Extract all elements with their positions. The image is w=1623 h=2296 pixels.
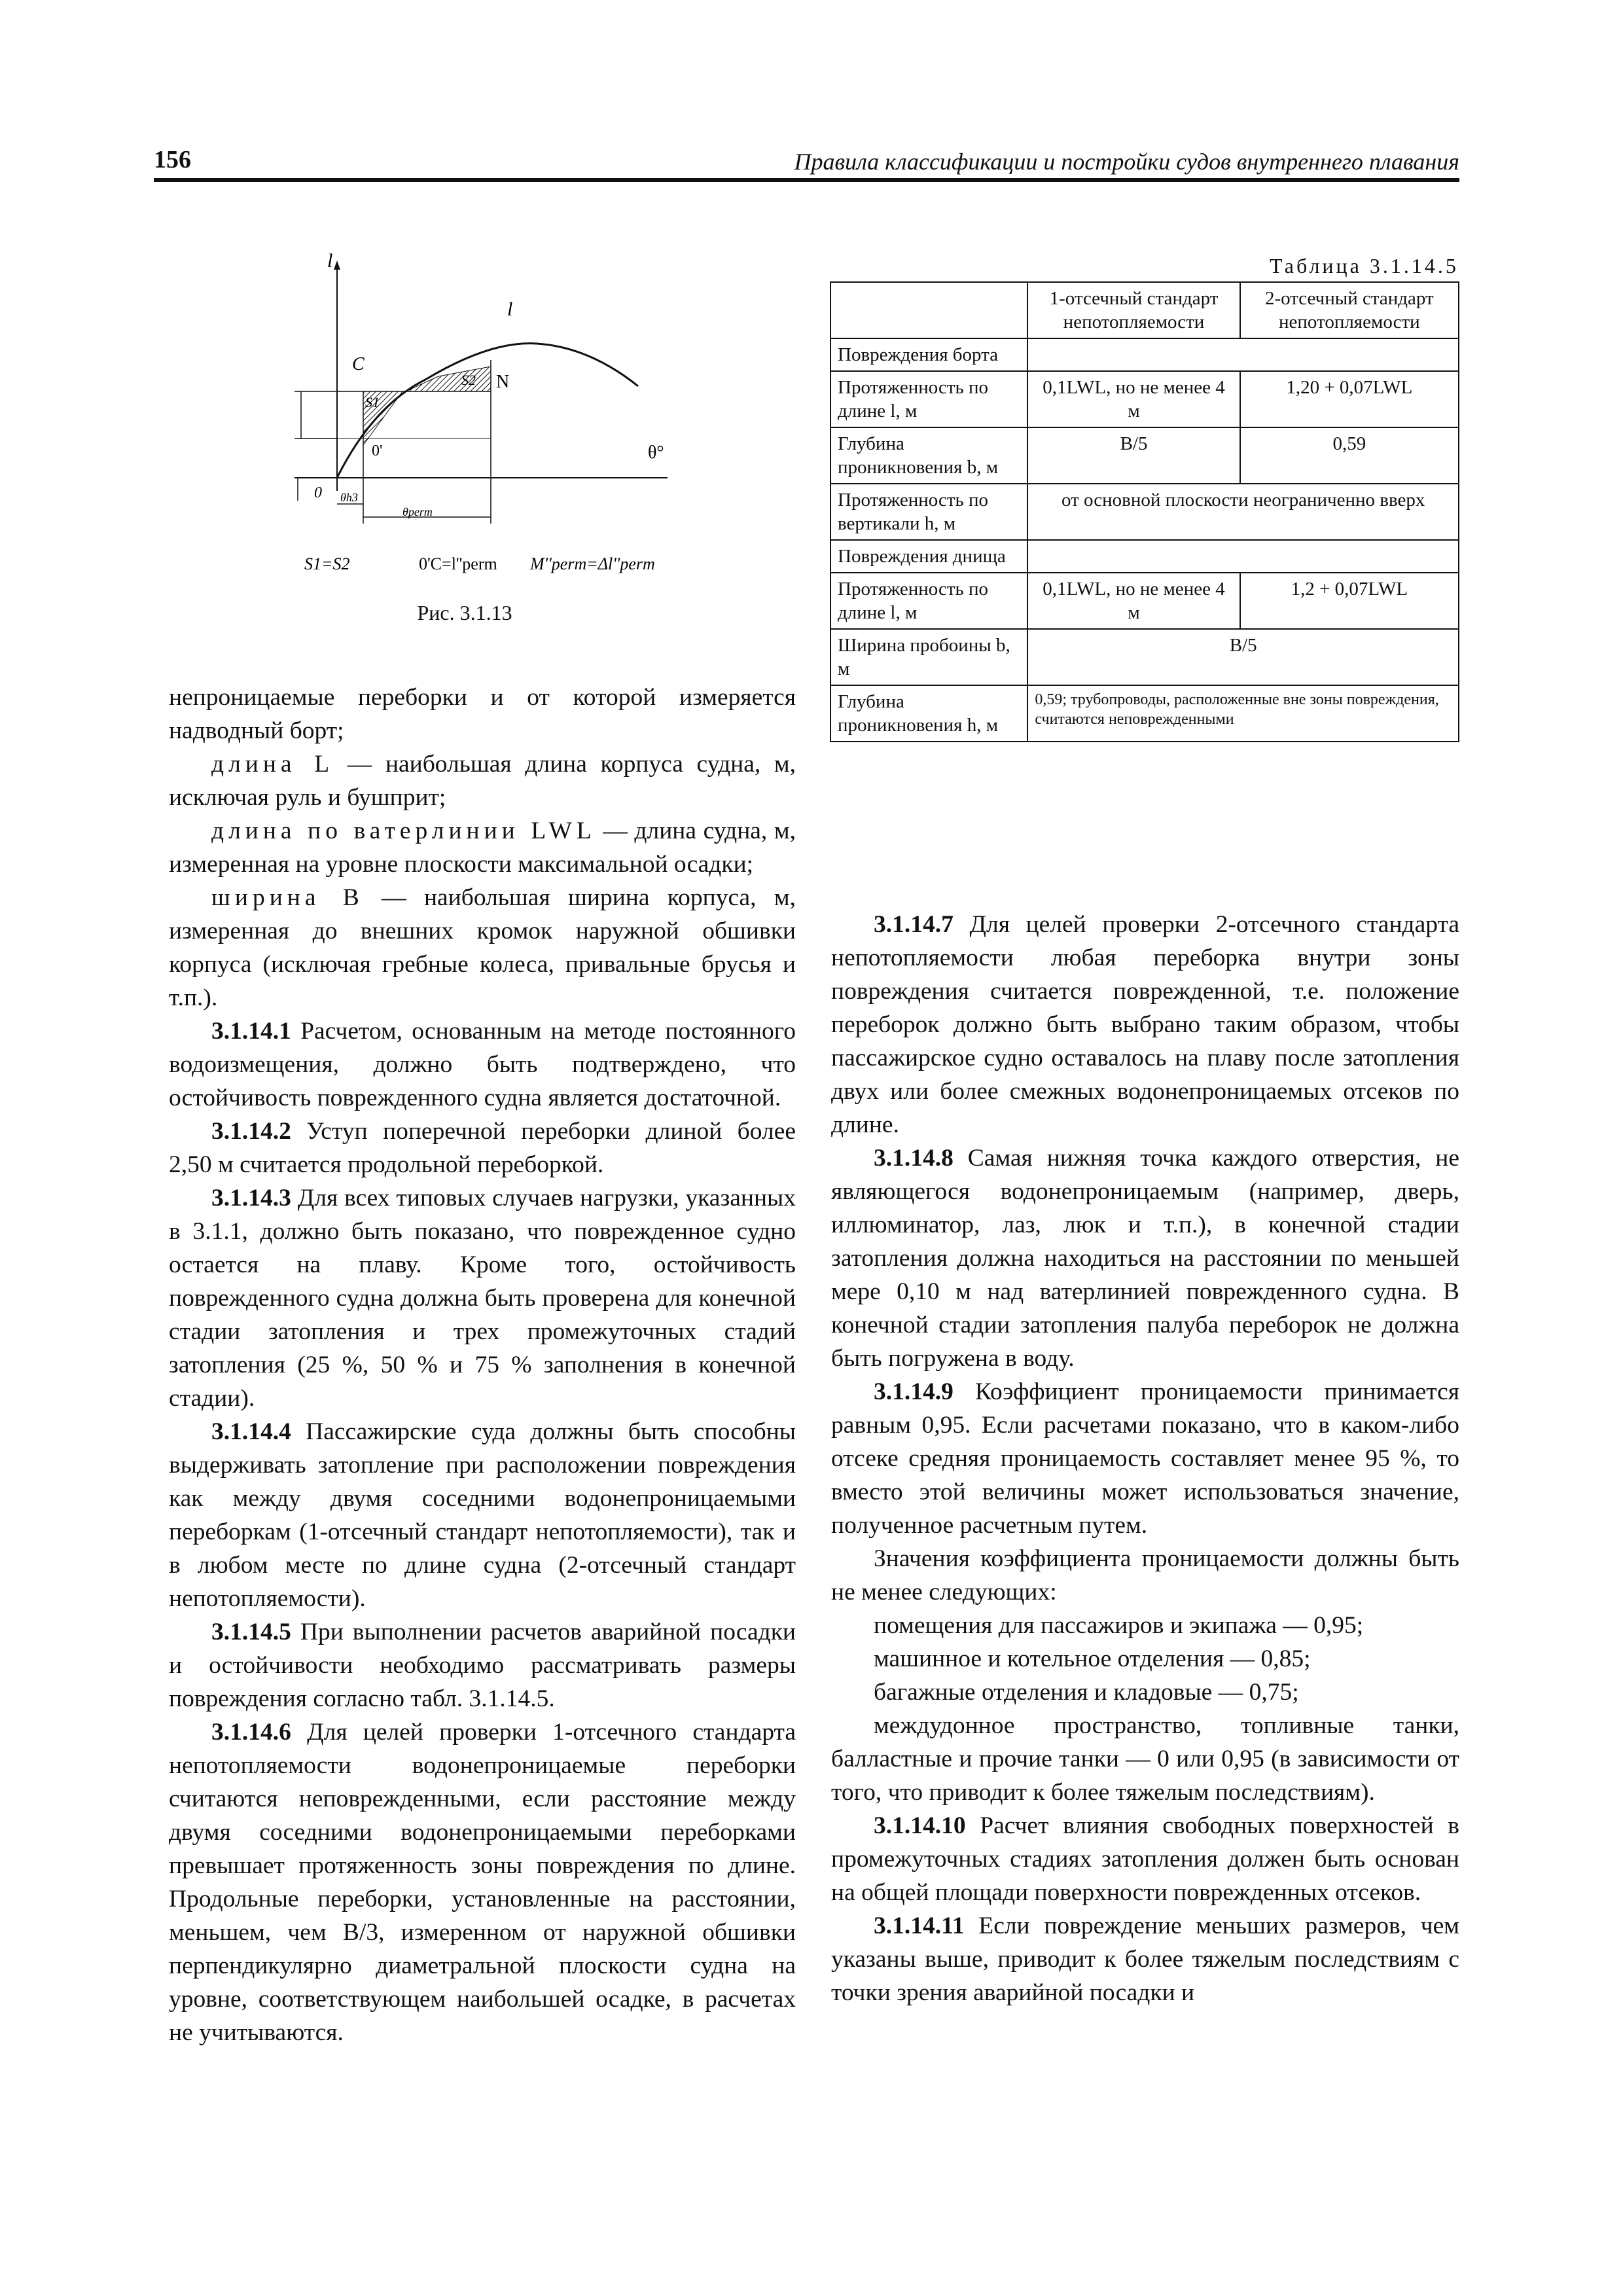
clause-3-1-14-3 [169,1181,796,1415]
section-bottom: Повреждения днища [830,540,1027,573]
clause-3-1-14-8 [831,1141,1459,1375]
clause-number: 3.1.14.5 [211,1619,291,1645]
clause-3-1-14-4 [169,1415,796,1615]
formula-3: M''perm=Δl''perm [530,554,655,573]
paragraph: непроницаемые переборки и от которой измеряется надводный борт; [169,684,796,744]
permeability-item: помещения для пассажиров и экипажа — 0,95; [874,1612,1364,1639]
axis-x-label: θ° [648,442,664,463]
figure-caption: Рис. 3.1.13 [417,601,512,624]
area-s2-label: S2 [461,372,476,388]
definition: — наибольшая ширина корпуса, м, измеренная до внешних кромок наружной обшивки корпуса (исключая гребные колеса, привальные брусья и т.п.). [169,884,796,1011]
term: длина L [211,751,334,778]
permeability-item: междудонное пространство, топливные танки, балластные и прочие танки — 0 или 0,95 (в зависимости от того, что приводит к более тяжелым последствиям). [831,1712,1459,1806]
table-header-row [830,282,1459,338]
clause-number: 3.1.14.4 [211,1418,291,1445]
formula-2: 0'C=l''perm [419,554,497,573]
clause-3-1-14-6 [169,1715,796,2049]
clause-number: 3.1.14.10 [874,1812,966,1839]
table-header-col2: 2-отсечный стандарт непотопляемости [1240,282,1459,338]
clause-number: 3.1.14.8 [874,1145,954,1172]
damage-table [830,281,1459,742]
row-label: Протяженность по длине l, м [830,371,1027,427]
clause-number: 3.1.14.2 [211,1118,291,1145]
clause-3-1-14-11 [831,1909,1459,2009]
row-value: B/5 [1027,629,1459,685]
clause-text: Для целей проверки 2-отсечного стандарта непотопляемости любая переборка внутри зоны повреждения считается поврежденной, т.е. положение переборок должно быть выбрано таким образом, чтобы пассажирское судно оставалось на плаву после затопления двух или более смежных водонепроницаемых отсеков по длине. [831,911,1459,1138]
point-c-label: C [352,354,365,374]
term: длина по ватерлинии LWL [211,817,596,844]
definition: — наибольшая длина корпуса судна, м, исключая руль и бушприт; [169,751,796,811]
clause-text: Для всех типовых случаев нагрузки, указанных в 3.1.1, должно быть показано, что поврежденное судно остается на плаву. Кроме того, остойчивость поврежденного судна должна быть проверена для конечной стадии затопления и трех промежуточных стадий затопления (25 %, 50 % и 75 % заполнения в конечной стадии). [169,1185,796,1412]
row-value: 1,2 + 0,07LWL [1240,573,1459,629]
clause-text: Расчет влияния свободных поверхностей в промежуточных стадиях затопления должен быть основан на общей площади поверхности поврежденных отсеков. [831,1812,1459,1906]
row-label: Протяженность по длине l, м [830,573,1027,629]
header-rule [154,178,1459,182]
clause-text: Расчетом, основанным на методе постоянного водоизмещения, должно быть подтверждено, что остойчивость поврежденного судна является достаточной. [169,1018,796,1111]
y-axis-arrow [334,260,340,270]
formula-1: S1=S2 [304,554,350,573]
permeability-intro: Значения коэффициента проницаемости должны быть не менее следующих: [831,1545,1459,1605]
table-section-row [830,338,1459,371]
clause-3-1-14-7 [831,908,1459,1141]
table-header-empty [830,282,1027,338]
clause-3-1-14-2 [169,1115,796,1181]
definition: — длина судна, м, измеренная на уровне плоскости максимальной осадки; [169,817,796,878]
clause-text: Коэффициент проницаемости принимается равным 0,95. Если расчетами показано, что в каком-либо отсеке средняя проницаемость составляет менее 95 %, то вместо этой величины может использоваться значение, полученное расчетным путем. [831,1378,1459,1539]
table-header-col1: 1-отсечный стандарт непотопляемости [1027,282,1240,338]
clause-text: Уступ поперечной переборки длиной более 2,50 м считается продольной переборкой. [169,1118,796,1178]
table-row [830,484,1459,540]
theta-perm-label: θperm [402,505,433,518]
row-label: Глубина проникновения h, м [830,685,1027,742]
clause-text: При выполнении расчетов аварийной посадки и остойчивости необходимо рассматривать размеры повреждения согласно табл. 3.1.14.5. [169,1619,796,1712]
theta-h-label: θh3 [340,491,358,504]
table-section-row [830,540,1459,573]
definition-length [169,747,796,814]
right-column [831,908,1459,2009]
left-column [169,681,796,2049]
page-number: 156 [154,146,191,173]
term: ширина B [211,884,364,911]
row-value: 0,1LWL, но не менее 4 м [1027,573,1240,629]
row-value: от основной плоскости неограниченно вверх [1027,484,1459,540]
row-label: Ширина пробоины b, м [830,629,1027,685]
definition-lwl [169,814,796,881]
definition-breadth [169,881,796,1014]
row-value: 1,20 + 0,07LWL [1240,371,1459,427]
table-row [830,629,1459,685]
clause-number: 3.1.14.3 [211,1185,291,1211]
row-label: Протяженность по вертикали h, м [830,484,1027,540]
permeability-item: машинное и котельное отделения — 0,85; [874,1645,1311,1672]
row-value: B/5 [1027,427,1240,484]
table-row [830,573,1459,629]
curve-label: l [507,298,513,320]
permeability-item: багажные отделения и кладовые — 0,75; [874,1679,1299,1706]
clause-number: 3.1.14.11 [874,1912,965,1939]
clause-3-1-14-10 [831,1809,1459,1909]
clause-3-1-14-5 [169,1615,796,1715]
axis-y-label: l [327,250,333,272]
running-title: Правила классификации и постройки судов внутреннего плавания [794,149,1459,175]
row-label: Глубина проникновения b, м [830,427,1027,484]
point-n-label: N [496,372,510,392]
row-value: 0,59; трубопроводы, расположенные вне зоны повреждения, считаются неповрежденными [1027,685,1459,742]
clause-number: 3.1.14.6 [211,1719,291,1746]
clause-text: Для целей проверки 1-отсечного стандарта непотопляемости водонепроницаемые переборки считаются неповрежденными, если расстояние между двумя соседними водонепроницаемыми переборками превышает протяженность зоны повреждения по длине. Продольные переборки, установленные на расстоянии, меньшем, чем B/3, измеренном от наружной обшивки перпендикулярно диаметральной плоскости судна на уровне, соответствующем наибольшей осадке, в расчетах не учитываются. [169,1719,796,2046]
clause-text: Пассажирские суда должны быть способны выдерживать затопление при расположении повреждения как между двумя соседними водонепроницаемыми переборкам (1-отсечный стандарт непотопляемости), так и в любом месте по длине судна (2-отсечный стандарт непотопляемости). [169,1418,796,1612]
row-value: 0,1LWL, но не менее 4 м [1027,371,1240,427]
clause-3-1-14-1 [169,1014,796,1115]
origin-label: 0 [314,484,322,501]
table-caption: Таблица 3.1.14.5 [1270,254,1459,278]
row-value: 0,59 [1240,427,1459,484]
origin-prime-label: 0' [372,442,383,459]
clause-number: 3.1.14.9 [874,1378,954,1405]
clause-text: Самая нижняя точка каждого отверстия, не являющегося водонепроницаемым (например, дверь, иллюминатор, лаз, люк и т.п.), в конечной стадии затопления должна находиться на расстоянии по меньшей мере 0,10 м над ватерлинией поврежденного судна. В конечной стадии затопления палуба переборок не должна быть погружена в воду. [831,1145,1459,1372]
area-s2 [406,367,491,391]
clause-3-1-14-9 [831,1375,1459,1542]
clause-number: 3.1.14.7 [874,911,954,938]
table-row [830,685,1459,742]
table-row [830,371,1459,427]
area-s1-label: S1 [365,394,380,410]
section-side: Повреждения борта [830,338,1027,371]
page-header [154,145,1459,178]
table-row [830,427,1459,484]
clause-text: Если повреждение меньших размеров, чем указаны выше, приводит к более тяжелым последствиям с точки зрения аварийной посадки и [831,1912,1459,2006]
clause-number: 3.1.14.1 [211,1018,291,1045]
stability-diagram [275,242,694,648]
